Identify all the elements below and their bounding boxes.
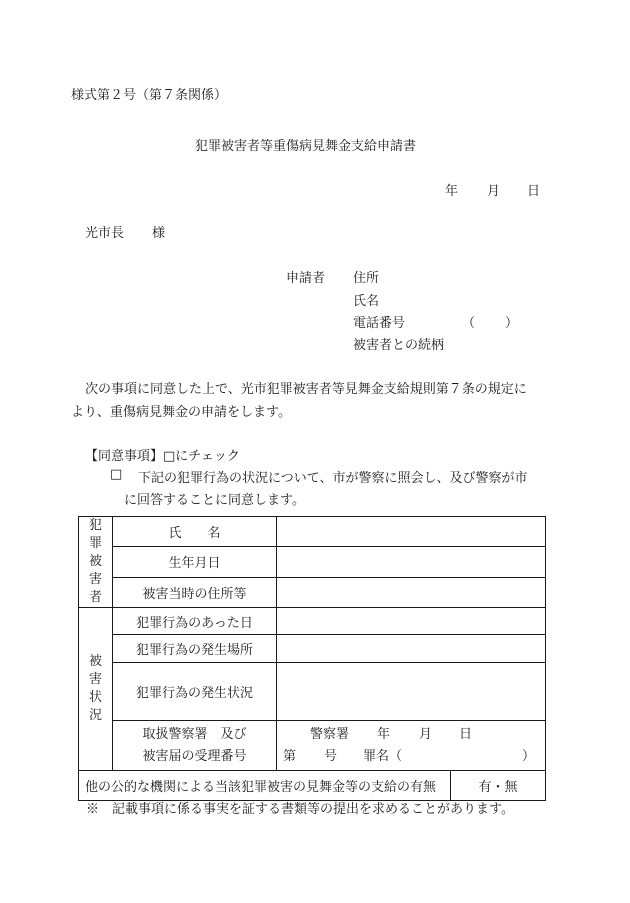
victim-birth-label: 生年月日 <box>113 547 277 577</box>
victim-birth-field[interactable] <box>277 547 546 577</box>
consent-heading: 【同意事項】□にチェック <box>85 449 240 464</box>
report-no-prefix: 第 <box>283 748 297 764</box>
crime-situation-label: 犯罪行為の発生状況 <box>113 663 277 721</box>
police-station-label: 警察署 <box>310 726 350 742</box>
crime-name-label: 罪名（ <box>363 748 403 764</box>
other-support-choice[interactable]: 有・無 <box>451 771 546 801</box>
body-text-line1: 次の事項に同意した上で、光市犯罪被害者等見舞金支給規則第７条の規定に <box>85 382 527 397</box>
victim-name-label: 氏 名 <box>113 517 277 547</box>
damage-group-label: 被 害 状 況 <box>79 608 113 771</box>
applicant-name-label: 氏名 <box>353 294 380 309</box>
phone-paren-open: （ <box>462 316 476 331</box>
police-field[interactable] <box>277 721 546 771</box>
applicant-relation-label: 被害者との続柄 <box>353 338 445 353</box>
police-label: 取扱警察署 及び 被害届の受理番号 <box>113 721 277 771</box>
report-no-suffix: 号 <box>324 748 338 764</box>
date-month: 月 <box>487 184 501 199</box>
form-title: 犯罪被害者等重傷病見舞金支給申請書 <box>195 139 417 154</box>
body-text-line2: より、重傷病見舞金の申請をします。 <box>71 405 291 420</box>
crime-place-label: 犯罪行為の発生場所 <box>113 635 277 663</box>
police-day-label: 日 <box>459 726 473 742</box>
crime-date-field[interactable] <box>277 608 546 635</box>
applicant-phone-label: 電話番号 <box>353 316 406 331</box>
note: ※ 記載事項に係る事実を証する書類等の提出を求めることがあります。 <box>86 802 514 817</box>
victim-group-label: 犯 罪 被 害 者 <box>79 517 113 608</box>
crime-date-label: 犯罪行為のあった日 <box>113 608 277 635</box>
phone-paren-close: ） <box>505 316 519 331</box>
crime-situation-field[interactable] <box>277 663 546 721</box>
consent-checkbox[interactable]: □ <box>110 467 123 482</box>
crime-place-field[interactable] <box>277 635 546 663</box>
victim-address-field[interactable] <box>277 577 546 607</box>
applicant-address-label: 住所 <box>353 271 380 286</box>
applicant-label: 申請者 <box>286 271 326 286</box>
consent-text-line1: 下記の犯罪行為の状況について、市が警察に照会し、及び警察が市 <box>138 471 528 486</box>
date-day: 日 <box>527 184 541 199</box>
form-number: 様式第２号（第７条関係） <box>71 88 228 103</box>
police-year-label: 年 <box>377 726 391 742</box>
addressee-honorific: 様 <box>152 226 166 241</box>
victim-name-field[interactable] <box>277 517 546 547</box>
addressee-name: 光市長 <box>85 226 125 241</box>
crime-name-close: ） <box>522 748 536 764</box>
police-month-label: 月 <box>419 726 433 742</box>
other-support-label: 他の公的な機関による当該犯罪被害の見舞金等の支給の有無 <box>79 771 451 801</box>
date-year: 年 <box>445 184 459 199</box>
consent-text-line2: に回答することに同意します。 <box>124 493 305 508</box>
victim-address-label: 被害当時の住所等 <box>113 577 277 607</box>
application-table <box>78 516 546 801</box>
